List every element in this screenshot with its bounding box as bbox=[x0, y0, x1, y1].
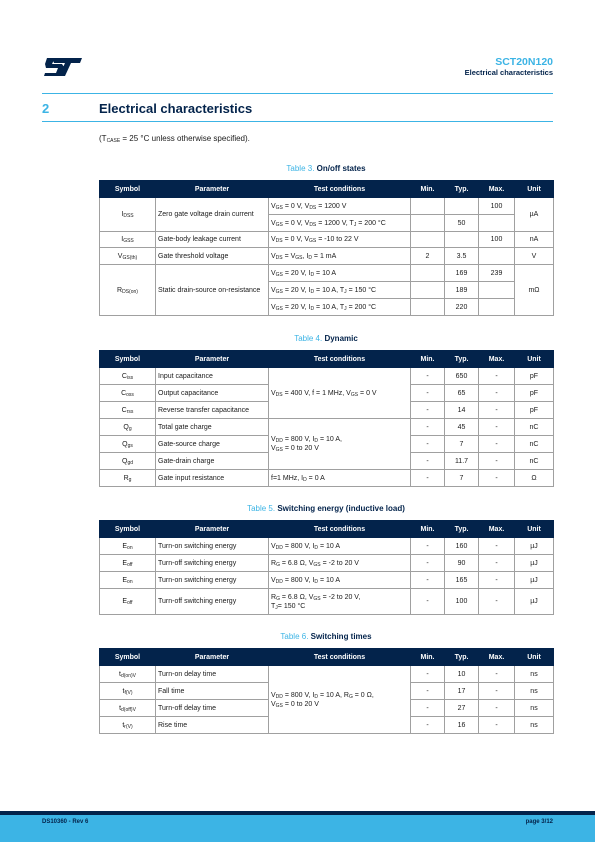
st-logo bbox=[42, 56, 84, 78]
table-cell: 7 bbox=[445, 436, 479, 453]
table-cell: 10 bbox=[445, 666, 479, 683]
column-header: Max. bbox=[479, 521, 515, 538]
condition-cell: $V_{DS} = 400$ V, f = 1 MHz, $V_{GS} = 0$ V bbox=[269, 368, 411, 419]
table-cell: Input capacitance bbox=[156, 368, 269, 385]
table-row bbox=[100, 470, 554, 487]
column-header: Parameter bbox=[156, 521, 269, 538]
footer-doc-id: DS10360 - Rev 6 bbox=[42, 819, 89, 825]
col-max: Max. bbox=[479, 181, 515, 198]
header-section-title: Electrical characteristics bbox=[464, 68, 553, 77]
table-cell bbox=[411, 215, 445, 232]
table-cell: $Q_{gd}$ bbox=[100, 453, 156, 470]
table-row bbox=[100, 555, 554, 572]
table-cell: $C_{oss}$ bbox=[100, 385, 156, 402]
section-title: Electrical characteristics bbox=[99, 101, 253, 116]
table-cell: - bbox=[411, 555, 445, 572]
table-cell: - bbox=[479, 419, 515, 436]
table-cell: $E_{on}$ bbox=[100, 572, 156, 589]
table-cell: - bbox=[479, 700, 515, 717]
table-cell: - bbox=[411, 419, 445, 436]
table-cell bbox=[411, 282, 445, 299]
table-cell: $t_{f(V)}$ bbox=[100, 683, 156, 700]
table-cell: $t_{d(off)V}$ bbox=[100, 700, 156, 717]
unit-cell: µA bbox=[515, 198, 554, 232]
table4-caption: Table 4. Dynamic bbox=[294, 334, 358, 343]
table-row bbox=[100, 419, 554, 436]
table-cell: $Q_g$ bbox=[100, 419, 156, 436]
table-row bbox=[100, 589, 554, 615]
intro-note: ($T_{CASE} = 25$ °C unless otherwise specified). bbox=[99, 134, 250, 144]
unit-cell: mΩ bbox=[515, 265, 554, 316]
table-cell: $Q_{gs}$ bbox=[100, 436, 156, 453]
table-cell: µJ bbox=[515, 589, 554, 615]
table-cell: 16 bbox=[445, 717, 479, 734]
table-header-row bbox=[100, 521, 554, 538]
column-header: Typ. bbox=[445, 351, 479, 368]
table-cell: $V_{DD} = 800$ V, $I_D = 10$ A bbox=[269, 572, 411, 589]
typ-cell: 3.5 bbox=[445, 248, 479, 265]
table-cell: 100 bbox=[445, 589, 479, 615]
typ-cell: 169 bbox=[445, 265, 479, 282]
table6-switching-times bbox=[99, 648, 554, 734]
column-header: Min. bbox=[411, 351, 445, 368]
footer-page-number: page 3/12 bbox=[525, 819, 553, 825]
column-header: Max. bbox=[479, 649, 515, 666]
table-cell: ns bbox=[515, 666, 554, 683]
table-row bbox=[100, 368, 554, 385]
column-header: Min. bbox=[411, 649, 445, 666]
table-cell bbox=[479, 248, 515, 265]
max-cell: 100 bbox=[479, 198, 515, 215]
table-cell: - bbox=[479, 385, 515, 402]
table-cell: pF bbox=[515, 402, 554, 419]
table-cell bbox=[411, 198, 445, 215]
parameter-cell: Gate threshold voltage bbox=[156, 248, 269, 265]
table-cell: $C_{rss}$ bbox=[100, 402, 156, 419]
table-cell bbox=[479, 282, 515, 299]
table-cell: Turn-on switching energy bbox=[156, 572, 269, 589]
column-header: Symbol bbox=[100, 351, 156, 368]
table-row bbox=[100, 666, 554, 683]
table-cell: 45 bbox=[445, 419, 479, 436]
table-cell: - bbox=[411, 402, 445, 419]
table-row bbox=[100, 232, 554, 248]
table-cell: - bbox=[411, 436, 445, 453]
table-cell: 165 bbox=[445, 572, 479, 589]
table-row bbox=[100, 265, 554, 282]
table-row bbox=[100, 248, 554, 265]
table-cell: 7 bbox=[445, 470, 479, 487]
table-cell: nC bbox=[515, 436, 554, 453]
table-cell: - bbox=[479, 402, 515, 419]
table5-switching-energy bbox=[99, 520, 554, 615]
table-cell: - bbox=[411, 683, 445, 700]
min-cell: 2 bbox=[411, 248, 445, 265]
col-symbol: Symbol bbox=[100, 181, 156, 198]
table-cell: - bbox=[411, 470, 445, 487]
table-cell bbox=[411, 265, 445, 282]
table-cell: - bbox=[479, 555, 515, 572]
table-row bbox=[100, 538, 554, 555]
table6-caption: Table 6. Switching times bbox=[280, 632, 372, 641]
table-cell: - bbox=[479, 436, 515, 453]
table-cell: $R_G = 6.8$ Ω, $V_{GS} = -2$ to 20 V bbox=[269, 555, 411, 572]
table-cell: - bbox=[479, 453, 515, 470]
column-header: Typ. bbox=[445, 649, 479, 666]
table-cell: - bbox=[411, 453, 445, 470]
table-cell: Turn-off switching energy bbox=[156, 555, 269, 572]
table-cell: - bbox=[479, 717, 515, 734]
table-cell: Turn-on delay time bbox=[156, 666, 269, 683]
table-cell: - bbox=[411, 589, 445, 615]
section-number: 2 bbox=[42, 101, 50, 116]
table3-onoff-states bbox=[99, 180, 554, 316]
table5-caption: Table 5. Switching energy (inductive load) bbox=[247, 504, 405, 513]
column-header: Test conditions bbox=[269, 351, 411, 368]
table-cell: - bbox=[411, 666, 445, 683]
table-cell: µJ bbox=[515, 538, 554, 555]
col-unit: Unit bbox=[515, 181, 554, 198]
table-cell: - bbox=[411, 385, 445, 402]
table-cell: - bbox=[479, 589, 515, 615]
table-cell: Total gate charge bbox=[156, 419, 269, 436]
table-cell: 11.7 bbox=[445, 453, 479, 470]
table-cell: - bbox=[411, 572, 445, 589]
table-cell: $R_G = 6.8$ Ω, $V_{GS} = -2$ to 20 V, $T_J= 150$ °C bbox=[269, 589, 411, 615]
table-cell: $E_{off}$ bbox=[100, 555, 156, 572]
column-header: Parameter bbox=[156, 351, 269, 368]
header-divider bbox=[42, 93, 553, 94]
table-cell: - bbox=[411, 717, 445, 734]
unit-cell: nA bbox=[515, 232, 554, 248]
column-header: Unit bbox=[515, 351, 554, 368]
table-cell: Output capacitance bbox=[156, 385, 269, 402]
unit-cell: V bbox=[515, 248, 554, 265]
column-header: Test conditions bbox=[269, 649, 411, 666]
table-cell: 14 bbox=[445, 402, 479, 419]
col-parameter: Parameter bbox=[156, 181, 269, 198]
max-cell: 239 bbox=[479, 265, 515, 282]
table-cell bbox=[411, 299, 445, 316]
table-cell: pF bbox=[515, 385, 554, 402]
table-cell: Turn-off delay time bbox=[156, 700, 269, 717]
table-cell: - bbox=[479, 368, 515, 385]
col-min: Min. bbox=[411, 181, 445, 198]
table-cell: Fall time bbox=[156, 683, 269, 700]
table-cell: - bbox=[411, 368, 445, 385]
table-cell: - bbox=[479, 683, 515, 700]
table-cell: $t_{d(on)V}$ bbox=[100, 666, 156, 683]
column-header: Test conditions bbox=[269, 521, 411, 538]
typ-cell: 220 bbox=[445, 299, 479, 316]
table-cell: 650 bbox=[445, 368, 479, 385]
table-cell: ns bbox=[515, 683, 554, 700]
table4-dynamic bbox=[99, 350, 554, 487]
symbol-cell: $R_{DS(on)}$ bbox=[100, 265, 156, 316]
table-cell: Rise time bbox=[156, 717, 269, 734]
table-cell: - bbox=[479, 470, 515, 487]
table-cell: µJ bbox=[515, 555, 554, 572]
column-header: Max. bbox=[479, 351, 515, 368]
condition-cell: $V_{DS} = 0$ V, $V_{GS} = -10$ to 22 V bbox=[269, 232, 411, 248]
table-cell bbox=[445, 232, 479, 248]
table-cell: 17 bbox=[445, 683, 479, 700]
condition-cell: $V_{GS} = 0$ V, $V_{DS} = 1200$ V bbox=[269, 198, 411, 215]
parameter-cell: Zero gate voltage drain current bbox=[156, 198, 269, 232]
condition-cell: $V_{GS} = 0$ V, $V_{DS} = 1200$ V, $T_J = 200$ °C bbox=[269, 215, 411, 232]
symbol-cell: $I_{DSS}$ bbox=[100, 198, 156, 232]
footer-bar bbox=[0, 815, 595, 842]
section-divider bbox=[42, 121, 553, 122]
table-cell: 65 bbox=[445, 385, 479, 402]
table-cell: - bbox=[479, 538, 515, 555]
table-cell: 160 bbox=[445, 538, 479, 555]
table-cell: $C_{iss}$ bbox=[100, 368, 156, 385]
col-test-conditions: Test conditions bbox=[269, 181, 411, 198]
column-header: Parameter bbox=[156, 649, 269, 666]
table-cell bbox=[479, 299, 515, 316]
column-header: Unit bbox=[515, 649, 554, 666]
symbol-cell: $V_{GS(th)}$ bbox=[100, 248, 156, 265]
table-header-row bbox=[100, 181, 554, 198]
col-typ: Typ. bbox=[445, 181, 479, 198]
table-cell: nC bbox=[515, 419, 554, 436]
typ-cell: 189 bbox=[445, 282, 479, 299]
column-header: Typ. bbox=[445, 521, 479, 538]
parameter-cell: Gate-body leakage current bbox=[156, 232, 269, 248]
table-cell: Gate-drain charge bbox=[156, 453, 269, 470]
table-cell: $R_g$ bbox=[100, 470, 156, 487]
column-header: Symbol bbox=[100, 649, 156, 666]
column-header: Min. bbox=[411, 521, 445, 538]
table-cell: $t_{r(V)}$ bbox=[100, 717, 156, 734]
condition-cell: $V_{GS} = 20$ V, $I_D = 10$ A, $T_J = 150$ °C bbox=[269, 282, 411, 299]
table-header-row bbox=[100, 649, 554, 666]
typ-cell: 50 bbox=[445, 215, 479, 232]
symbol-cell: $I_{GSS}$ bbox=[100, 232, 156, 248]
parameter-cell: Static drain-source on-resistance bbox=[156, 265, 269, 316]
table-cell: Turn-on switching energy bbox=[156, 538, 269, 555]
table-header-row bbox=[100, 351, 554, 368]
condition-cell: $V_{DD} = 800$ V, $I_D = 10$ A, $V_{GS} = 0$ to 20 V bbox=[269, 419, 411, 470]
header-part-number: SCT20N120 bbox=[495, 56, 553, 68]
table-cell: Gate-source charge bbox=[156, 436, 269, 453]
table-cell: Gate input resistance bbox=[156, 470, 269, 487]
max-cell: 100 bbox=[479, 232, 515, 248]
table3-caption: Table 3. On/off states bbox=[286, 164, 366, 173]
table-cell: Turn-off switching energy bbox=[156, 589, 269, 615]
column-header: Unit bbox=[515, 521, 554, 538]
table-cell: $E_{off}$ bbox=[100, 589, 156, 615]
column-header: Symbol bbox=[100, 521, 156, 538]
table-cell: nC bbox=[515, 453, 554, 470]
table-cell: - bbox=[479, 666, 515, 683]
table-cell: 90 bbox=[445, 555, 479, 572]
table-cell: ns bbox=[515, 700, 554, 717]
page-header bbox=[465, 56, 553, 78]
condition-cell: f=1 MHz, $I_D = 0$ A bbox=[269, 470, 411, 487]
table-cell: - bbox=[411, 538, 445, 555]
table-cell: - bbox=[479, 572, 515, 589]
table-row bbox=[100, 198, 554, 215]
condition-cell: $V_{DD} = 800$ V, $I_D = 10$ A, $R_G = 0$ Ω, $V_{GS} = 0$ to 20 V bbox=[269, 666, 411, 734]
table-cell: Ω bbox=[515, 470, 554, 487]
table-cell: $E_{on}$ bbox=[100, 538, 156, 555]
table-cell: µJ bbox=[515, 572, 554, 589]
table-cell: 27 bbox=[445, 700, 479, 717]
table-row bbox=[100, 572, 554, 589]
table-cell: $V_{DD} = 800$ V, $I_D = 10$ A bbox=[269, 538, 411, 555]
table-cell bbox=[411, 232, 445, 248]
condition-cell: $V_{DS} = V_{GS}$, $I_D = 1$ mA bbox=[269, 248, 411, 265]
table-cell bbox=[445, 198, 479, 215]
table-cell: ns bbox=[515, 717, 554, 734]
condition-cell: $V_{GS} = 20$ V, $I_D = 10$ A, $T_J = 200$ °C bbox=[269, 299, 411, 316]
table-cell: pF bbox=[515, 368, 554, 385]
table-cell: Reverse transfer capacitance bbox=[156, 402, 269, 419]
table-cell bbox=[479, 215, 515, 232]
table-cell: - bbox=[411, 700, 445, 717]
condition-cell: $V_{GS} = 20$ V, $I_D = 10$ A bbox=[269, 265, 411, 282]
